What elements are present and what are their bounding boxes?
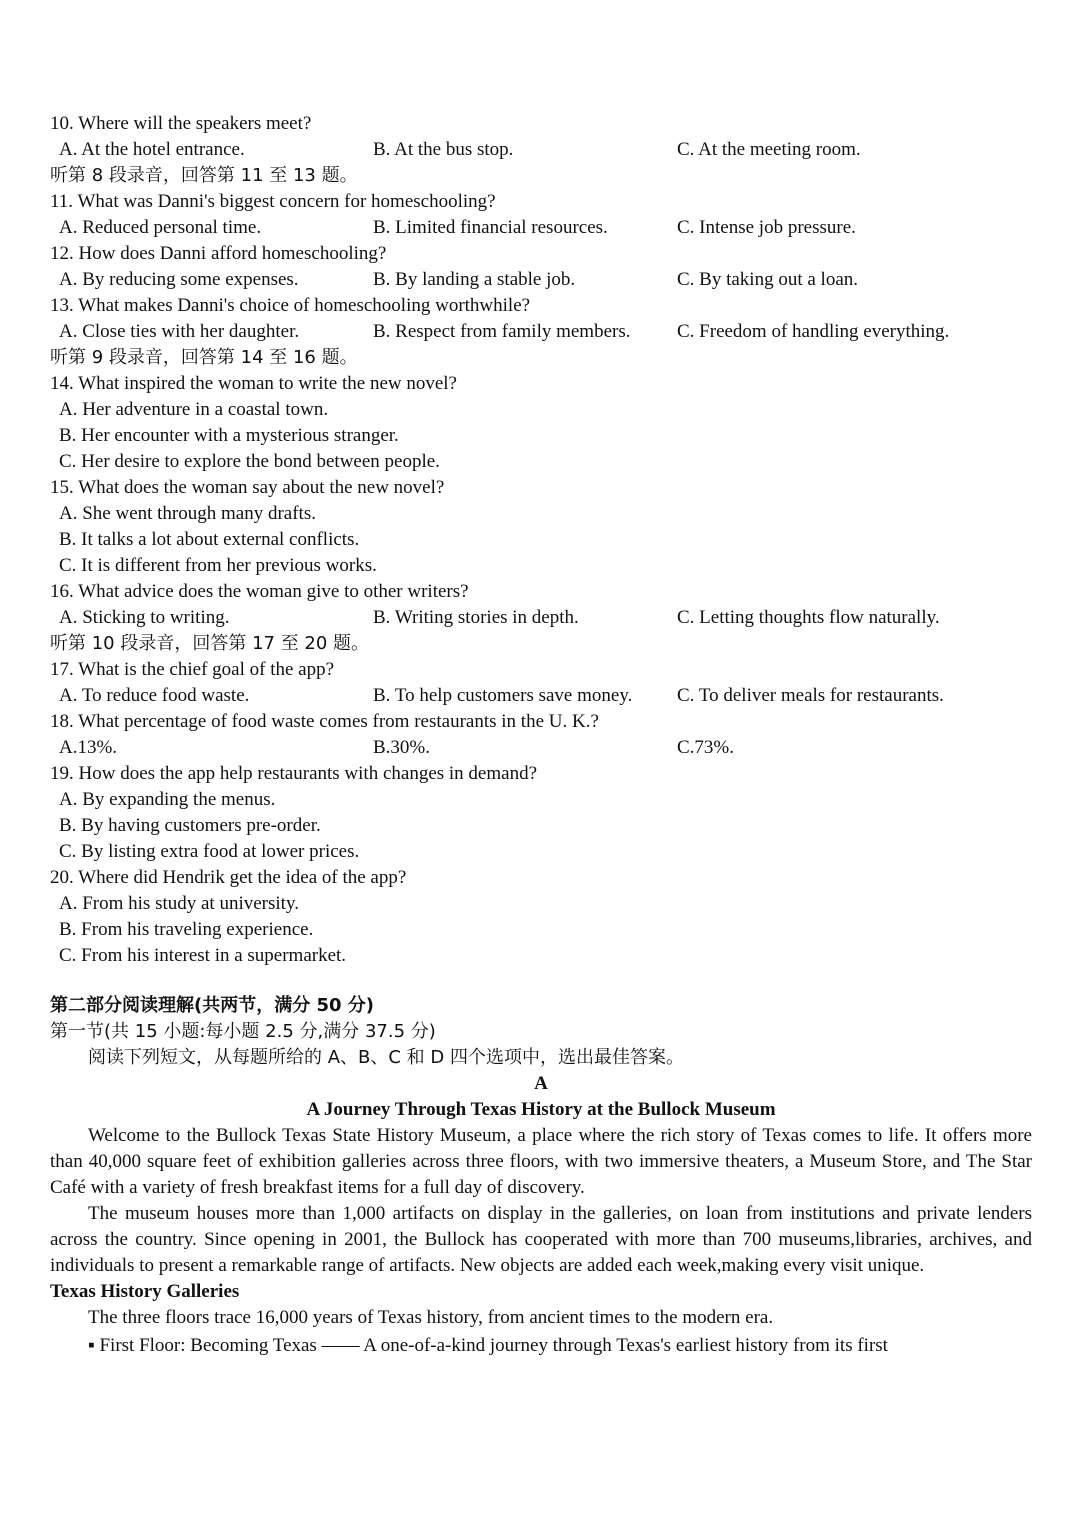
- question-18: 18. What percentage of food waste comes from restaurants in the U. K.?: [50, 711, 599, 732]
- section-10-instruction: 听第 10 段录音，回答第 17 至 20 题。: [50, 633, 370, 654]
- spacer: [50, 969, 1032, 993]
- option-a: A.13%.: [59, 737, 118, 758]
- option-c: C. Freedom of handling everything.: [677, 321, 950, 342]
- option-a: A. To reduce food waste.: [59, 685, 250, 706]
- section-one-title: 第一节(共 15 小题:每小题 2.5 分,满分 37.5 分): [50, 1021, 436, 1042]
- option-b: B. By having customers pre-order.: [59, 815, 321, 836]
- paragraph-1: Welcome to the Bullock Texas State History Museum, a place where the rich story of Texas comes to life. It offers more than 40,000 square feet of exhibition galleries across three floors, with two immersive theaters, a Museum Store, and The Star Café with a variety of fresh breakfast items for a full day of discovery.: [50, 1125, 1032, 1198]
- question-17: 17. What is the chief goal of the app?: [50, 659, 335, 680]
- option-c: C. At the meeting room.: [677, 139, 861, 160]
- option-b: B. By landing a stable job.: [373, 269, 576, 290]
- exam-page: [50, 111, 1032, 1361]
- option-c: C. Letting thoughts flow naturally.: [677, 607, 940, 628]
- question-11-options: [50, 215, 1032, 241]
- question-18-options: [50, 735, 1032, 761]
- option-b: B. At the bus stop.: [373, 139, 514, 160]
- question-12-options: [50, 267, 1032, 293]
- option-a: A. She went through many drafts.: [59, 503, 316, 524]
- option-c: C. To deliver meals for restaurants.: [677, 685, 944, 706]
- option-c: C. By listing extra food at lower prices.: [59, 841, 360, 862]
- passage-letter: A: [534, 1073, 548, 1094]
- option-a: A. Reduced personal time.: [59, 217, 262, 238]
- option-b: B. Limited financial resources.: [373, 217, 608, 238]
- option-a: A. At the hotel entrance.: [59, 139, 245, 160]
- option-a: A. From his study at university.: [59, 893, 299, 914]
- question-13: 13. What makes Danni's choice of homeschooling worthwhile?: [50, 295, 531, 316]
- option-a: A. By expanding the menus.: [59, 789, 276, 810]
- option-b: B. Writing stories in depth.: [373, 607, 579, 628]
- question-11: 11. What was Danni's biggest concern for homeschooling?: [50, 191, 496, 212]
- option-b: B.30%.: [373, 737, 430, 758]
- option-b: B. Respect from family members.: [373, 321, 631, 342]
- option-a: A. Close ties with her daughter.: [59, 321, 300, 342]
- passage-title: A Journey Through Texas History at the Bullock Museum: [306, 1099, 776, 1120]
- option-c: C. Intense job pressure.: [677, 217, 856, 238]
- section-8-instruction: 听第 8 段录音，回答第 11 至 13 题。: [50, 165, 358, 186]
- paragraph-2: The museum houses more than 1,000 artifacts on display in the galleries, on loan from institutions and private lenders across the country. Since opening in 2001, the Bullock has cooperated with more than 700 museums,libraries, archives, and individuals to present a remarkable range of artifacts. New objects are added each week,making every visit unique.: [50, 1203, 1032, 1276]
- part-two-title: 第二部分阅读理解(共两节，满分 50 分): [50, 995, 375, 1016]
- option-c: C. Her desire to explore the bond between people.: [59, 451, 440, 472]
- question-16-options: [50, 605, 1032, 631]
- option-c: C. From his interest in a supermarket.: [59, 945, 347, 966]
- question-20: 20. Where did Hendrik get the idea of the app?: [50, 867, 407, 888]
- galleries-heading: Texas History Galleries: [50, 1281, 240, 1302]
- question-12: 12. How does Danni afford homeschooling?: [50, 243, 387, 264]
- option-c: C. By taking out a loan.: [677, 269, 859, 290]
- question-15: 15. What does the woman say about the new novel?: [50, 477, 445, 498]
- option-b: B. It talks a lot about external conflicts.: [59, 529, 360, 550]
- option-b: B. Her encounter with a mysterious stranger.: [59, 425, 399, 446]
- option-a: A. Sticking to writing.: [59, 607, 230, 628]
- question-14: 14. What inspired the woman to write the new novel?: [50, 373, 457, 394]
- question-17-options: [50, 683, 1032, 709]
- option-c: C. It is different from her previous works.: [59, 555, 377, 576]
- option-a: A. Her adventure in a coastal town.: [59, 399, 329, 420]
- option-c: C.73%.: [677, 737, 734, 758]
- option-b: B. To help customers save money.: [373, 685, 633, 706]
- question-13-options: [50, 319, 1032, 345]
- option-b: B. From his traveling experience.: [59, 919, 314, 940]
- question-16: 16. What advice does the woman give to other writers?: [50, 581, 469, 602]
- bullet-first-floor: ▪ First Floor: Becoming Texas —— A one-of-a-kind journey through Texas's earliest history from its first: [88, 1335, 888, 1356]
- question-10: 10. Where will the speakers meet?: [50, 113, 312, 134]
- paragraph-3: The three floors trace 16,000 years of Texas history, from ancient times to the modern era.: [88, 1307, 774, 1328]
- option-a: A. By reducing some expenses.: [59, 269, 299, 290]
- question-19: 19. How does the app help restaurants with changes in demand?: [50, 763, 538, 784]
- question-10-options: [50, 137, 1032, 163]
- reading-instruction: 阅读下列短文，从每题所给的 A、B、C 和 D 四个选项中，选出最佳答案。: [88, 1047, 684, 1068]
- section-9-instruction: 听第 9 段录音，回答第 14 至 16 题。: [50, 347, 358, 368]
